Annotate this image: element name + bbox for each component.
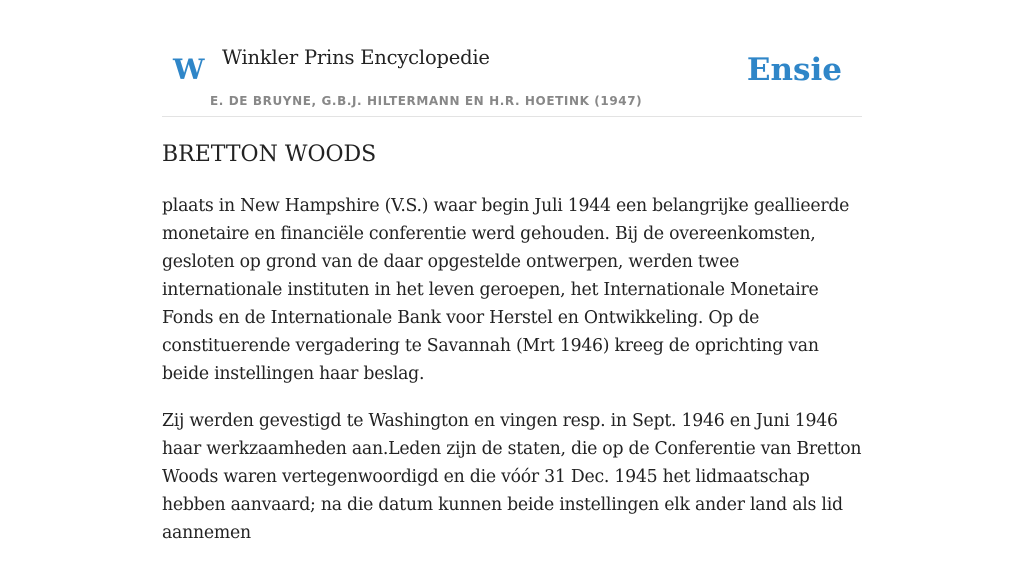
entry-paragraph: Zij werden gevestigd te Washington en vingen resp. in Sept. 1946 en Juni 1946 haar werkzaamheden aan.Leden zijn de staten, die op de Conferentie van Bretton Woods waren vertegenwoordigd en die vóór 31 Dec. 1945 het lidmaatschap hebben aanvaard; na die datum kunnen beide instellingen elk ander land als lid aannemen: [162, 411, 862, 543]
entry-paragraph: plaats in New Hampshire (V.S.) waar begin Juli 1944 een belangrijke geallieerde monetaire en financiële conferentie werd gehouden. Bij de overeenkomsten, gesloten op grond van de daar opgestelde ontwerpen, werden twee internationale instituten in het leven geroepen, het Internationale Monetaire Fonds en de Internationale Bank voor Herstel en Ontwikkeling. Op de constituerende vergadering te Savannah (Mrt 1946) kreeg de oprichting van beide instellingen haar beslag.: [162, 196, 850, 384]
encyclopedia-authors: E. DE BRUYNE, G.B.J. HILTERMANN EN H.R. HOETINK (1947): [210, 94, 643, 108]
logo-icon[interactable]: W: [173, 53, 205, 86]
page: [162, 0, 862, 543]
encyclopedia-title[interactable]: Winkler Prins Encyclopedie: [222, 46, 490, 69]
ensie-logo[interactable]: Ensie: [746, 52, 842, 88]
site-header: [162, 0, 862, 117]
entry-body: [162, 192, 862, 566]
entry-title: BRETTON WOODS: [162, 142, 377, 167]
